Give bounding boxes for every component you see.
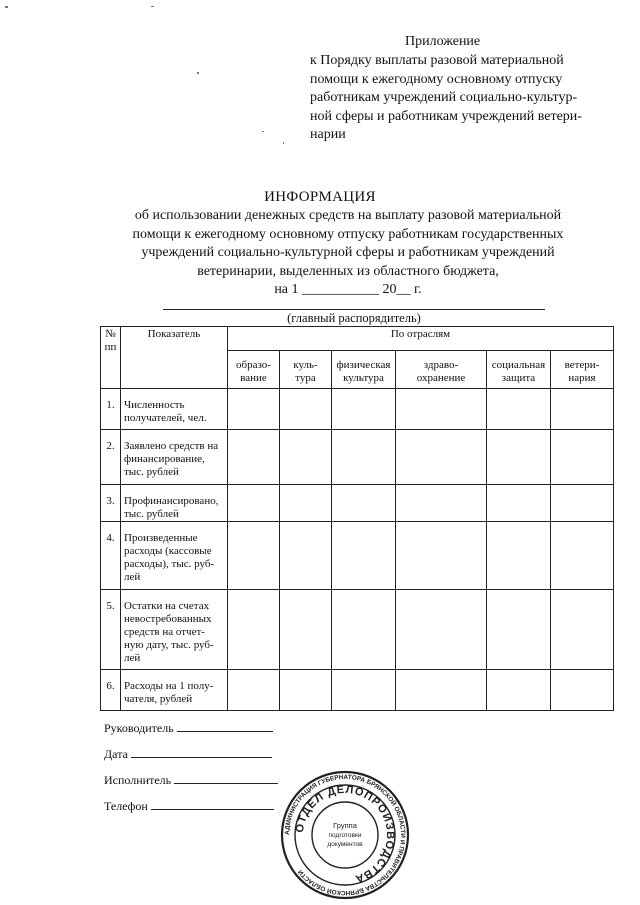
sector-header-culture: куль- тура bbox=[280, 351, 332, 389]
stamp-center-line: Группа bbox=[333, 821, 357, 830]
table-cell[interactable] bbox=[332, 430, 396, 485]
table-cell[interactable] bbox=[228, 590, 280, 670]
table-row bbox=[101, 590, 614, 670]
table-row bbox=[101, 389, 614, 430]
appendix-line: к Порядку выплаты разовой материальной bbox=[310, 53, 564, 68]
appendix-line: работникам учреждений социально-культур- bbox=[310, 90, 578, 105]
table-cell[interactable] bbox=[332, 590, 396, 670]
table-row bbox=[101, 522, 614, 590]
table-cell[interactable] bbox=[396, 590, 487, 670]
table-cell[interactable] bbox=[396, 430, 487, 485]
signature-label: Дата bbox=[104, 747, 128, 761]
table-cell[interactable] bbox=[280, 485, 332, 522]
table-cell[interactable] bbox=[228, 389, 280, 430]
row-indicator: Заявлено средств на финансирование, тыс. рублей bbox=[121, 430, 228, 485]
signature-blank[interactable] bbox=[174, 772, 278, 784]
table-cell[interactable] bbox=[280, 590, 332, 670]
sector-header-education: образо- вание bbox=[228, 351, 280, 389]
distributor-field-line[interactable] bbox=[163, 309, 545, 310]
row-indicator: Расходы на 1 полу-чателя, рублей bbox=[121, 670, 228, 711]
signature-field-head bbox=[104, 720, 273, 736]
table-cell[interactable] bbox=[551, 670, 614, 711]
scan-speck bbox=[283, 142, 284, 144]
row-number: 5. bbox=[101, 590, 121, 670]
signature-blank[interactable] bbox=[151, 798, 274, 810]
table-cell[interactable] bbox=[396, 389, 487, 430]
table-cell[interactable] bbox=[396, 670, 487, 711]
table-row bbox=[101, 670, 614, 711]
info-table bbox=[100, 326, 614, 711]
table-cell[interactable] bbox=[487, 389, 551, 430]
table-row bbox=[101, 430, 614, 485]
sector-header-sport: физическая культура bbox=[332, 351, 396, 389]
row-number: 3. bbox=[101, 485, 121, 522]
table-cell[interactable] bbox=[487, 485, 551, 522]
table-cell[interactable] bbox=[551, 485, 614, 522]
row-number: 1. bbox=[101, 389, 121, 430]
signature-field-phone bbox=[104, 798, 274, 814]
column-header-sectors: По отраслям bbox=[228, 327, 614, 351]
signature-label: Телефон bbox=[104, 799, 148, 813]
table-cell[interactable] bbox=[228, 522, 280, 590]
table-cell[interactable] bbox=[551, 389, 614, 430]
table-cell[interactable] bbox=[551, 522, 614, 590]
distributor-caption: (главный распорядитель) bbox=[287, 311, 421, 325]
table-cell[interactable] bbox=[396, 522, 487, 590]
signature-blank[interactable] bbox=[177, 720, 273, 732]
row-number: 6. bbox=[101, 670, 121, 711]
row-indicator: Произведенные расходы (кассовые расходы), тыс. руб-лей bbox=[121, 522, 228, 590]
stamp-center-line: документов bbox=[327, 841, 363, 848]
report-date-line: на 1 ___________ 20__ г. bbox=[274, 282, 422, 297]
row-number: 4. bbox=[101, 522, 121, 590]
stamp-ring-text: ОТДЕЛ ДЕЛОПРОИЗВОДСТВА bbox=[293, 783, 397, 885]
stamp-center-line: подготовки bbox=[328, 832, 362, 839]
table-cell[interactable] bbox=[487, 522, 551, 590]
table-cell[interactable] bbox=[228, 430, 280, 485]
scan-speck bbox=[197, 72, 199, 74]
scan-speck bbox=[151, 6, 154, 7]
document-title: ИНФОРМАЦИЯ bbox=[264, 189, 376, 205]
subtitle-line: помощи к ежегодному основному отпуску работникам государственных bbox=[132, 226, 564, 242]
signature-field-executor bbox=[104, 772, 278, 788]
table-cell[interactable] bbox=[551, 430, 614, 485]
office-stamp bbox=[280, 770, 410, 905]
document-subtitle bbox=[90, 207, 606, 300]
signature-label: Исполнитель bbox=[104, 773, 172, 787]
scan-speck bbox=[5, 6, 8, 8]
appendix-line: ной сферы и работникам учреждений ветери- bbox=[310, 108, 582, 124]
scan-speck bbox=[262, 131, 264, 132]
signature-field-date bbox=[104, 746, 272, 762]
table-cell[interactable] bbox=[551, 590, 614, 670]
table-cell[interactable] bbox=[332, 670, 396, 711]
table-cell[interactable] bbox=[487, 670, 551, 711]
sector-header-veterinary: ветери- нария bbox=[551, 351, 614, 389]
signature-blank[interactable] bbox=[131, 746, 272, 758]
column-header-number: № пп bbox=[101, 327, 121, 389]
sector-header-healthcare: здраво- охранение bbox=[396, 351, 487, 389]
stamp-seal-icon bbox=[280, 770, 410, 900]
table-cell[interactable] bbox=[280, 430, 332, 485]
row-indicator: Остатки на счетах невостребованных средств на отчет-ную дату, тыс. руб-лей bbox=[121, 590, 228, 670]
appendix-title: Приложение bbox=[405, 34, 481, 49]
column-header-indicator: Показатель bbox=[121, 327, 228, 389]
subtitle-line: об использовании денежных средств на выплату разовой материальной bbox=[134, 208, 562, 223]
appendix-line: нарии bbox=[310, 127, 346, 142]
appendix-line: помощи к ежегодному основному отпуску bbox=[310, 71, 563, 87]
sector-header-social-protection: социальная защита bbox=[487, 351, 551, 389]
table-cell[interactable] bbox=[228, 670, 280, 711]
table-cell[interactable] bbox=[332, 485, 396, 522]
table-cell[interactable] bbox=[332, 522, 396, 590]
table-row bbox=[101, 485, 614, 522]
subtitle-line: ветеринарии, выделенных из областного бюджета, bbox=[197, 263, 499, 279]
row-indicator: Численность получателей, чел. bbox=[121, 389, 228, 430]
table-cell[interactable] bbox=[280, 670, 332, 711]
table-cell[interactable] bbox=[487, 590, 551, 670]
appendix-text bbox=[310, 52, 610, 145]
row-indicator: Профинансировано, тыс. рублей bbox=[121, 485, 228, 522]
row-number: 2. bbox=[101, 430, 121, 485]
signature-label: Руководитель bbox=[104, 721, 174, 735]
table-cell[interactable] bbox=[332, 389, 396, 430]
table-cell[interactable] bbox=[487, 430, 551, 485]
table-cell[interactable] bbox=[280, 389, 332, 430]
subtitle-line: учреждений социально-культурной сферы и работникам учреждений bbox=[141, 245, 555, 260]
table-cell[interactable] bbox=[396, 485, 487, 522]
table-cell[interactable] bbox=[228, 485, 280, 522]
table-cell[interactable] bbox=[280, 522, 332, 590]
stamp-outer-text: АДМИНИСТРАЦИЯ ГУБЕРНАТОРА БРЯНСКОЙ ОБЛАСТИ И ПРАВИТЕЛЬСТВА БРЯНСКОЙ ОБЛАСТИ bbox=[283, 773, 407, 897]
